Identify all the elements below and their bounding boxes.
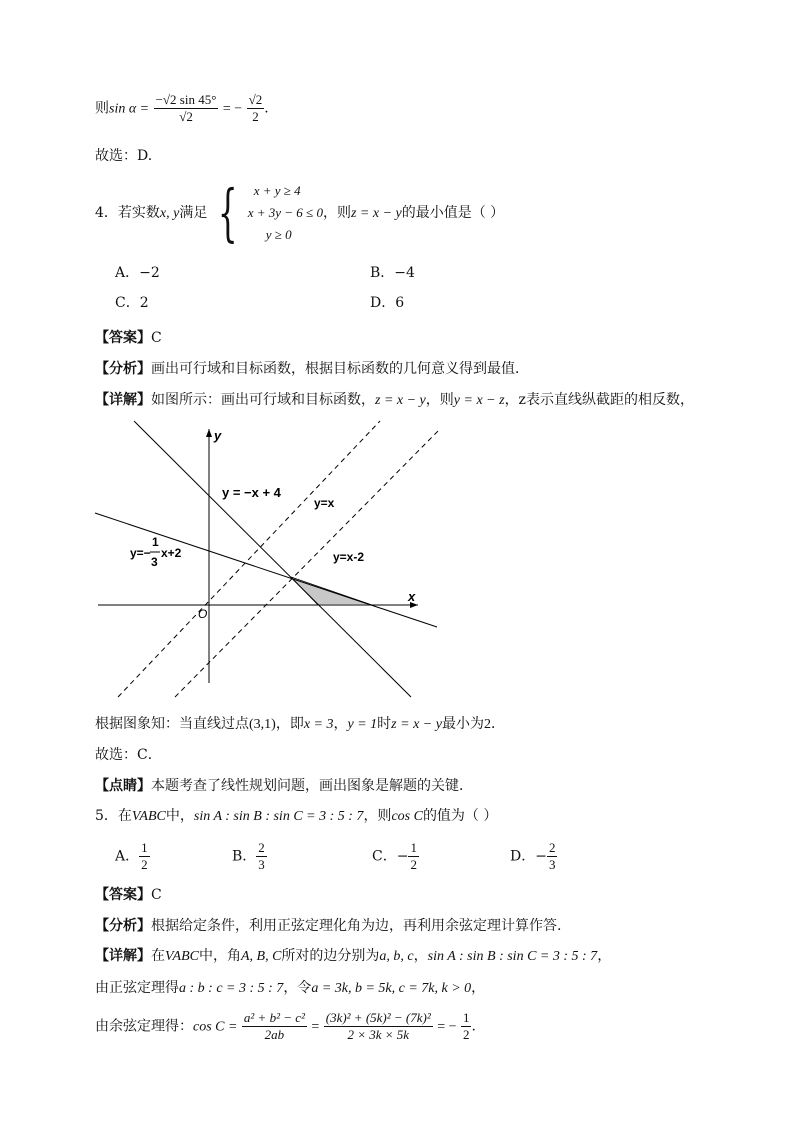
q5-analysis xyxy=(95,916,561,936)
label-origin: O xyxy=(198,607,208,621)
math-sin-alpha: sin α = xyxy=(109,101,150,117)
conclusion-point: (3,1) xyxy=(249,717,276,732)
comment-tag: 【点睛】 xyxy=(95,778,151,794)
q4-detail xyxy=(95,390,694,411)
left-brace-icon: { xyxy=(217,176,238,249)
fraction-1 xyxy=(154,92,219,125)
q4-analysis xyxy=(95,359,529,379)
sine-end: ， xyxy=(471,980,486,996)
detail-tag: 【详解】 xyxy=(95,392,151,408)
conclusion-post: 最小为 xyxy=(441,716,484,732)
conclusion-mid3: 时 xyxy=(377,716,392,732)
sine-pre: 由正弦定理得 xyxy=(95,980,179,996)
answer-value: C xyxy=(151,330,162,346)
frac-den: 2 xyxy=(410,857,417,872)
y-axis-arrow-icon xyxy=(206,429,212,437)
option-fraction xyxy=(139,840,150,873)
conclusion-mid2: ， xyxy=(333,716,348,732)
inequality-3: y ≥ 0 xyxy=(265,227,292,242)
detail-pre: 在 xyxy=(151,948,165,964)
math-eq: = − xyxy=(222,101,243,117)
text-tail: . xyxy=(264,100,269,117)
q5-option-c xyxy=(372,840,419,873)
q4-option-c: C．2 xyxy=(115,295,149,311)
cos-pre: 由余弦定理得： xyxy=(95,1018,193,1035)
conclusion-end: ． xyxy=(490,716,505,732)
q5-detail xyxy=(95,946,611,967)
line-neg-third-x-plus-2 xyxy=(95,513,437,627)
q5-stem-mid2: ，则 xyxy=(363,808,392,824)
q5-option-d xyxy=(510,840,557,873)
frac-den: 2 xyxy=(462,1027,470,1042)
cos-eq2: = − xyxy=(437,1019,457,1035)
formula-sin-alpha xyxy=(95,92,269,125)
analysis-text: 根据给定条件，利用正弦定理化角为边，再利用余弦定理计算作答. xyxy=(151,918,562,934)
q4-conclusion xyxy=(95,714,505,735)
label-line3-pre: y=− xyxy=(130,546,151,560)
q5-answer xyxy=(95,885,162,905)
detail-ratio: sin A : sin B : sin C = 3 : 5 : 7 xyxy=(427,949,598,964)
answer-value: C xyxy=(151,887,162,903)
detail-mid: ，则 xyxy=(425,392,454,408)
frac-den: 2ab xyxy=(264,1027,285,1042)
detail-mid3: ， xyxy=(413,948,428,964)
sine-set: a = 3k, b = 5k, c = 7k, k > 0 xyxy=(311,981,472,996)
line-y-equals-x-minus-2 xyxy=(175,431,438,697)
fraction-2 xyxy=(247,92,265,125)
q4-vars: x, y xyxy=(159,206,180,221)
frac-num: −√2 sin 45° xyxy=(155,92,217,107)
frac-num: (3k)² + (5k)² − (7k)² xyxy=(325,1010,431,1025)
conclusion-z: z = x − y xyxy=(391,717,442,732)
text-prefix: 则 xyxy=(95,100,109,117)
frac-num: 2 xyxy=(548,840,556,855)
q5-ratio: sin A : sin B : sin C = 3 : 5 : 7 xyxy=(193,809,364,824)
analysis-tag: 【分析】 xyxy=(95,361,151,377)
frac-den: 2 xyxy=(252,109,259,124)
feasible-region-graph xyxy=(0,415,794,705)
q5-cosine-rule xyxy=(95,1010,476,1043)
q5-option-a xyxy=(115,840,150,873)
q4-option-d: D．6 xyxy=(370,295,405,311)
option-fraction xyxy=(256,840,267,873)
frac-num: 1 xyxy=(410,840,417,855)
answer-tag: 【答案】 xyxy=(95,330,151,346)
frac-num: a² + b² − c² xyxy=(243,1010,305,1025)
frac-den: 3 xyxy=(258,857,265,872)
frac-num: 2 xyxy=(258,840,265,855)
inequality-1: x + y ≥ 4 xyxy=(253,183,301,198)
q5-sine-rule xyxy=(95,978,485,999)
frac-num: 1 xyxy=(141,840,148,855)
q5-cos: cos C xyxy=(391,809,423,824)
q4-stem-post2: 的最小值是（ ） xyxy=(401,205,505,221)
detail-formula-2: y = x − z xyxy=(453,393,505,408)
label-x: x xyxy=(408,589,416,604)
conclusion-mid1: ，即 xyxy=(275,716,304,732)
frac-den: 2 × 3k × 5k xyxy=(347,1027,410,1042)
inequality-2: x + 3y − 6 ≤ 0 xyxy=(247,205,323,220)
q5-stem xyxy=(95,806,497,827)
label-line3-den: 3 xyxy=(151,555,158,569)
option-label: C．− xyxy=(372,848,409,865)
detail-post: ，z表示直线纵截距的相反数， xyxy=(504,392,694,408)
q5-stem-post: 的值为（ ） xyxy=(422,808,498,824)
detail-tag: 【详解】 xyxy=(95,948,151,964)
q5-stem-mid: 中， xyxy=(165,808,194,824)
cos-lhs: cos C = xyxy=(193,1019,238,1035)
cos-fraction-2 xyxy=(324,1010,433,1043)
q4-option-b: B．−4 xyxy=(370,265,415,281)
option-fraction xyxy=(547,840,558,873)
detail-mid2: 所对的边分别为 xyxy=(281,948,380,964)
option-label: B． xyxy=(232,848,257,865)
frac-den: √2 xyxy=(179,109,193,124)
sine-ratio: a : b : c = 3 : 5 : 7 xyxy=(179,981,284,996)
answer-tag: 【答案】 xyxy=(95,887,151,903)
frac-num: √2 xyxy=(248,92,263,107)
conclusion-pre: 根据图象知：当直线过点 xyxy=(95,716,249,732)
q4-comment xyxy=(95,776,473,796)
label-y: y xyxy=(214,428,222,443)
detail-triangle: VABC xyxy=(165,949,199,964)
analysis-tag: 【分析】 xyxy=(95,918,151,934)
cos-fraction-3 xyxy=(461,1010,472,1043)
q5-option-b xyxy=(232,840,267,873)
detail-angles: A, B, C xyxy=(240,949,282,964)
detail-sides: a, b, c xyxy=(379,949,414,964)
option-label: A． xyxy=(115,848,140,865)
q4-target: z = x − y xyxy=(350,206,402,221)
frac-den: 3 xyxy=(548,857,556,872)
cos-eq: = xyxy=(311,1019,320,1035)
detail-formula-1: z = x − y xyxy=(375,393,426,408)
conclusion-x: x = 3 xyxy=(303,717,334,732)
q4-stem-mid: 满足 xyxy=(179,205,208,221)
detail-pre: 如图所示：画出可行域和目标函数， xyxy=(151,392,375,408)
q4-stem-pre: 4．若实数 xyxy=(95,205,160,221)
label-line3-num: 1 xyxy=(152,535,159,549)
q4-answer xyxy=(95,328,162,348)
label-line2: y=x xyxy=(314,496,335,510)
comment-text: 本题考查了线性规划问题，画出图象是解题的关键． xyxy=(151,778,473,794)
label-line3 xyxy=(130,535,182,569)
sine-mid: ，令 xyxy=(283,980,312,996)
detail-mid: 中，角 xyxy=(198,948,241,964)
label-line3-post: x+2 xyxy=(161,546,182,560)
conclusion-y: y = 1 xyxy=(347,717,378,732)
choose-c: 故选：C． xyxy=(95,747,162,763)
option-label: D．− xyxy=(510,848,547,865)
frac-den: 2 xyxy=(141,857,148,872)
conclusion-value: 2 xyxy=(483,717,491,732)
choose-d: 故选：D. xyxy=(95,148,153,164)
label-line4: y=x-2 xyxy=(333,550,365,564)
cos-end: . xyxy=(471,1018,476,1035)
q4-option-a: A．−2 xyxy=(115,265,160,281)
analysis-text: 画出可行域和目标函数，根据目标函数的几何意义得到最值． xyxy=(151,361,529,377)
cos-fraction-1 xyxy=(242,1010,307,1043)
q5-triangle: VABC xyxy=(131,809,166,824)
q5-stem-pre: 5．在 xyxy=(95,808,132,824)
option-fraction xyxy=(408,840,419,873)
inequality-system xyxy=(248,180,323,246)
detail-end: ， xyxy=(597,948,612,964)
frac-num: 1 xyxy=(462,1010,470,1025)
label-line1: y = −x + 4 xyxy=(222,485,281,500)
q4-stem xyxy=(95,176,505,249)
q4-stem-post1: ，则 xyxy=(322,205,351,221)
